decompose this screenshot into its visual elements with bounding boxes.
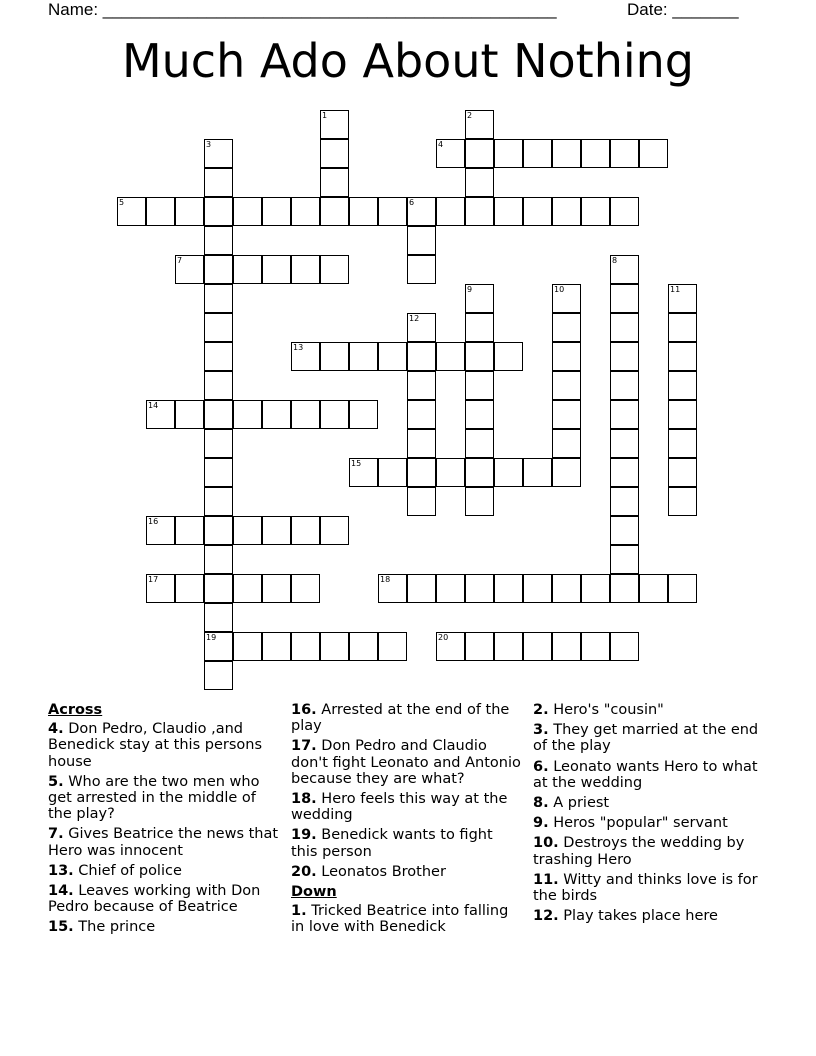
crossword-cell[interactable]: [204, 197, 233, 226]
crossword-cell[interactable]: [465, 342, 494, 371]
crossword-cell[interactable]: [552, 313, 581, 342]
crossword-cell[interactable]: [436, 197, 465, 226]
crossword-cell[interactable]: [552, 284, 581, 313]
crossword-cell[interactable]: [320, 139, 349, 168]
crossword-cell[interactable]: [233, 632, 262, 661]
clue-across: 4. Don Pedro, Claudio ,and Benedick stay at this persons house: [48, 721, 263, 770]
clue-number: 17: [148, 575, 159, 584]
crossword-cell[interactable]: [204, 603, 233, 632]
crossword-cell[interactable]: [262, 255, 291, 284]
crossword-cell[interactable]: [610, 284, 639, 313]
crossword-cell[interactable]: [581, 632, 610, 661]
date-line: Date: _______: [627, 0, 739, 19]
crossword-cell[interactable]: [349, 197, 378, 226]
crossword-cell[interactable]: [262, 197, 291, 226]
crossword-cell[interactable]: [262, 574, 291, 603]
crossword-cell[interactable]: [523, 574, 552, 603]
clue-number: 3: [206, 140, 212, 149]
crossword-cell[interactable]: [291, 632, 320, 661]
crossword-cell[interactable]: [320, 197, 349, 226]
crossword-cell[interactable]: [175, 255, 204, 284]
crossword-cell[interactable]: [610, 574, 639, 603]
clue-number: 7: [177, 256, 183, 265]
crossword-cell[interactable]: [552, 429, 581, 458]
crossword-cell[interactable]: [407, 197, 436, 226]
crossword-cell[interactable]: [407, 487, 436, 516]
crossword-cell[interactable]: [610, 197, 639, 226]
crossword-cell[interactable]: [436, 342, 465, 371]
crossword-cell[interactable]: [378, 632, 407, 661]
crossword-cell[interactable]: [204, 313, 233, 342]
crossword-cell[interactable]: [233, 197, 262, 226]
crossword-cell[interactable]: [610, 400, 639, 429]
crossword-cell[interactable]: [610, 139, 639, 168]
crossword-cell[interactable]: [610, 632, 639, 661]
clue-across: 19. Benedick wants to fight this person: [291, 827, 493, 860]
crossword-cell[interactable]: [668, 342, 697, 371]
crossword-cell[interactable]: [465, 313, 494, 342]
crossword-cell[interactable]: [668, 371, 697, 400]
crossword-cell[interactable]: [610, 487, 639, 516]
crossword-cell[interactable]: [552, 458, 581, 487]
crossword-cell[interactable]: [465, 574, 494, 603]
clue-across: 7. Gives Beatrice the news that Hero was innocent: [48, 826, 279, 859]
crossword-cell[interactable]: [320, 516, 349, 545]
name-line: Name: ________________________________________________: [48, 0, 557, 19]
clue-number: 9: [467, 285, 473, 294]
crossword-cell[interactable]: [320, 400, 349, 429]
crossword-cell[interactable]: [233, 574, 262, 603]
crossword-cell[interactable]: [204, 139, 233, 168]
crossword-cell[interactable]: [320, 255, 349, 284]
crossword-cell[interactable]: [610, 458, 639, 487]
crossword-cell[interactable]: [204, 429, 233, 458]
clue-number: 18: [380, 575, 391, 584]
crossword-cell[interactable]: [494, 197, 523, 226]
crossword-cell[interactable]: [146, 197, 175, 226]
clue-column-2: [291, 702, 523, 940]
crossword-cell[interactable]: [465, 371, 494, 400]
crossword-cell[interactable]: [581, 574, 610, 603]
clue-across: 17. Don Pedro and Claudio don't fight Leonato and Antonio because they are what?: [291, 738, 521, 787]
crossword-cell[interactable]: [494, 574, 523, 603]
clue-across: 5. Who are the two men who get arrested in the middle of the play?: [48, 773, 260, 823]
crossword-cell[interactable]: [552, 632, 581, 661]
crossword-cell[interactable]: [291, 516, 320, 545]
crossword-cell[interactable]: [494, 632, 523, 661]
crossword-cell[interactable]: [581, 197, 610, 226]
crossword-cell[interactable]: [465, 110, 494, 139]
crossword-cell[interactable]: [320, 632, 349, 661]
clue-down: 12. Play takes place here: [533, 908, 718, 925]
crossword-cell[interactable]: [146, 400, 175, 429]
clue-across: 18. Hero feels this way at the wedding: [291, 791, 508, 824]
crossword-cell[interactable]: [204, 574, 233, 603]
crossword-cell[interactable]: [465, 168, 494, 197]
crossword-cell[interactable]: [204, 168, 233, 197]
crossword-cell[interactable]: [204, 632, 233, 661]
crossword-cell[interactable]: [407, 226, 436, 255]
crossword-cell[interactable]: [204, 487, 233, 516]
clue-number: 12: [409, 314, 420, 323]
crossword-cell[interactable]: [465, 429, 494, 458]
clue-down: 2. Hero's "cousin": [533, 702, 664, 718]
crossword-cell[interactable]: [610, 516, 639, 545]
crossword-cell[interactable]: [668, 487, 697, 516]
crossword-cell[interactable]: [465, 458, 494, 487]
crossword-cell[interactable]: [204, 661, 233, 690]
crossword-cell[interactable]: [320, 168, 349, 197]
crossword-cell[interactable]: [465, 197, 494, 226]
crossword-cell[interactable]: [436, 458, 465, 487]
crossword-cell[interactable]: [494, 342, 523, 371]
crossword-cell[interactable]: [291, 574, 320, 603]
clue-across: 14. Leaves working with Don Pedro because of Beatrice: [48, 883, 261, 916]
crossword-cell[interactable]: [349, 632, 378, 661]
clue-across: 15. The prince: [48, 919, 156, 936]
crossword-cell[interactable]: [639, 574, 668, 603]
crossword-cell[interactable]: [320, 342, 349, 371]
crossword-cell[interactable]: [552, 574, 581, 603]
crossword-cell[interactable]: [175, 516, 204, 545]
crossword-cell[interactable]: [610, 342, 639, 371]
crossword-cell[interactable]: [610, 371, 639, 400]
crossword-cell[interactable]: [407, 371, 436, 400]
crossword-cell[interactable]: [117, 197, 146, 226]
clue-down: 8. A priest: [533, 795, 610, 812]
clue-across: 20. Leonatos Brother: [291, 863, 446, 880]
crossword-cell[interactable]: [204, 545, 233, 574]
crossword-cell[interactable]: [204, 371, 233, 400]
crossword-cell[interactable]: [465, 487, 494, 516]
page-title: Much Ado About Nothing: [121, 34, 695, 88]
crossword-cell[interactable]: [668, 313, 697, 342]
clue-down: 6. Leonato wants Hero to what at the wedding: [533, 758, 758, 791]
crossword-cell[interactable]: [407, 342, 436, 371]
crossword-cell[interactable]: [436, 574, 465, 603]
crossword-cell[interactable]: [233, 400, 262, 429]
crossword-cell[interactable]: [552, 371, 581, 400]
crossword-cell[interactable]: [465, 632, 494, 661]
crossword-cell[interactable]: [668, 429, 697, 458]
crossword-cell[interactable]: [291, 255, 320, 284]
crossword-cell[interactable]: [204, 516, 233, 545]
clue-down: 9. Heros "popular" servant: [533, 815, 728, 832]
crossword-cell[interactable]: [378, 342, 407, 371]
crossword-cell[interactable]: [407, 429, 436, 458]
crossword-cell[interactable]: [262, 400, 291, 429]
clue-down: 11. Witty and thinks love is for the birds: [533, 871, 758, 905]
clue-number: 6: [409, 198, 415, 207]
crossword-cell[interactable]: [552, 197, 581, 226]
clue-number: 2: [467, 111, 473, 120]
crossword-cell[interactable]: [494, 458, 523, 487]
crossword-cell[interactable]: [407, 574, 436, 603]
crossword-cell[interactable]: [349, 400, 378, 429]
crossword-cell[interactable]: [407, 313, 436, 342]
crossword-cell[interactable]: [668, 458, 697, 487]
crossword-cell[interactable]: [436, 632, 465, 661]
crossword-cell[interactable]: [407, 255, 436, 284]
crossword-cell[interactable]: [378, 197, 407, 226]
clue-number: 15: [351, 459, 362, 468]
clue-down: 1. Tricked Beatrice into falling in love with Benedick: [291, 903, 509, 936]
crossword-cell[interactable]: [407, 400, 436, 429]
clue-number: 1: [322, 111, 328, 120]
crossword-cell[interactable]: [175, 197, 204, 226]
crossword-cell[interactable]: [262, 516, 291, 545]
crossword-cell[interactable]: [523, 139, 552, 168]
crossword-cell[interactable]: [204, 226, 233, 255]
clue-number: 13: [293, 343, 304, 352]
clue-number: 11: [670, 285, 681, 294]
crossword-cell[interactable]: [204, 255, 233, 284]
crossword-cell[interactable]: [465, 284, 494, 313]
clue-number: 20: [438, 633, 449, 642]
clue-down: 3. They get married at the end of the play: [533, 722, 759, 755]
clue-column-1: [48, 702, 284, 940]
clue-number: 4: [438, 140, 444, 149]
clue-number: 19: [206, 633, 217, 642]
crossword-cell[interactable]: [349, 458, 378, 487]
crossword-cell[interactable]: [668, 574, 697, 603]
clue-down: 10. Destroys the wedding by trashing Hero: [533, 835, 745, 868]
crossword-cell[interactable]: [291, 400, 320, 429]
crossword-cell[interactable]: [407, 458, 436, 487]
clue-across: 13. Chief of police: [48, 862, 182, 879]
crossword-cell[interactable]: [146, 516, 175, 545]
crossword-cell[interactable]: [552, 400, 581, 429]
crossword-cell[interactable]: [233, 255, 262, 284]
crossword-cell[interactable]: [436, 139, 465, 168]
crossword-cell[interactable]: [610, 429, 639, 458]
crossword-cell[interactable]: [204, 342, 233, 371]
crossword-cell[interactable]: [378, 574, 407, 603]
clue-number: 10: [554, 285, 565, 294]
clue-column-3: [533, 702, 765, 928]
crossword-cell[interactable]: [523, 197, 552, 226]
crossword-cell[interactable]: [146, 574, 175, 603]
crossword-cell[interactable]: [668, 400, 697, 429]
crossword-cell[interactable]: [378, 458, 407, 487]
clue-across: 16. Arrested at the end of the play: [291, 702, 510, 735]
crossword-cell[interactable]: [320, 110, 349, 139]
clue-number: 5: [119, 198, 125, 207]
crossword-cell[interactable]: [639, 139, 668, 168]
crossword-cell[interactable]: [610, 545, 639, 574]
crossword-cell[interactable]: [552, 342, 581, 371]
crossword-cell[interactable]: [349, 342, 378, 371]
crossword-cell[interactable]: [204, 400, 233, 429]
crossword-cell[interactable]: [465, 139, 494, 168]
crossword-cell[interactable]: [175, 574, 204, 603]
crossword-cell[interactable]: [581, 139, 610, 168]
across-heading: Across: [48, 702, 103, 718]
crossword-cell[interactable]: [523, 458, 552, 487]
crossword-cell[interactable]: [552, 139, 581, 168]
clue-number: 8: [612, 256, 618, 265]
crossword-cell[interactable]: [204, 284, 233, 313]
crossword-cell[interactable]: [668, 284, 697, 313]
clue-number: 14: [148, 401, 159, 410]
crossword-cell[interactable]: [233, 516, 262, 545]
crossword-cell[interactable]: [610, 313, 639, 342]
clue-number: 16: [148, 517, 159, 526]
crossword-cell[interactable]: [465, 400, 494, 429]
down-heading: Down: [291, 884, 337, 901]
crossword-cell[interactable]: [494, 139, 523, 168]
crossword-cell[interactable]: [175, 400, 204, 429]
crossword-cell[interactable]: [610, 255, 639, 284]
crossword-cell[interactable]: [291, 197, 320, 226]
crossword-cell[interactable]: [204, 458, 233, 487]
crossword-cell[interactable]: [291, 342, 320, 371]
crossword-cell[interactable]: [262, 632, 291, 661]
crossword-cell[interactable]: [523, 632, 552, 661]
